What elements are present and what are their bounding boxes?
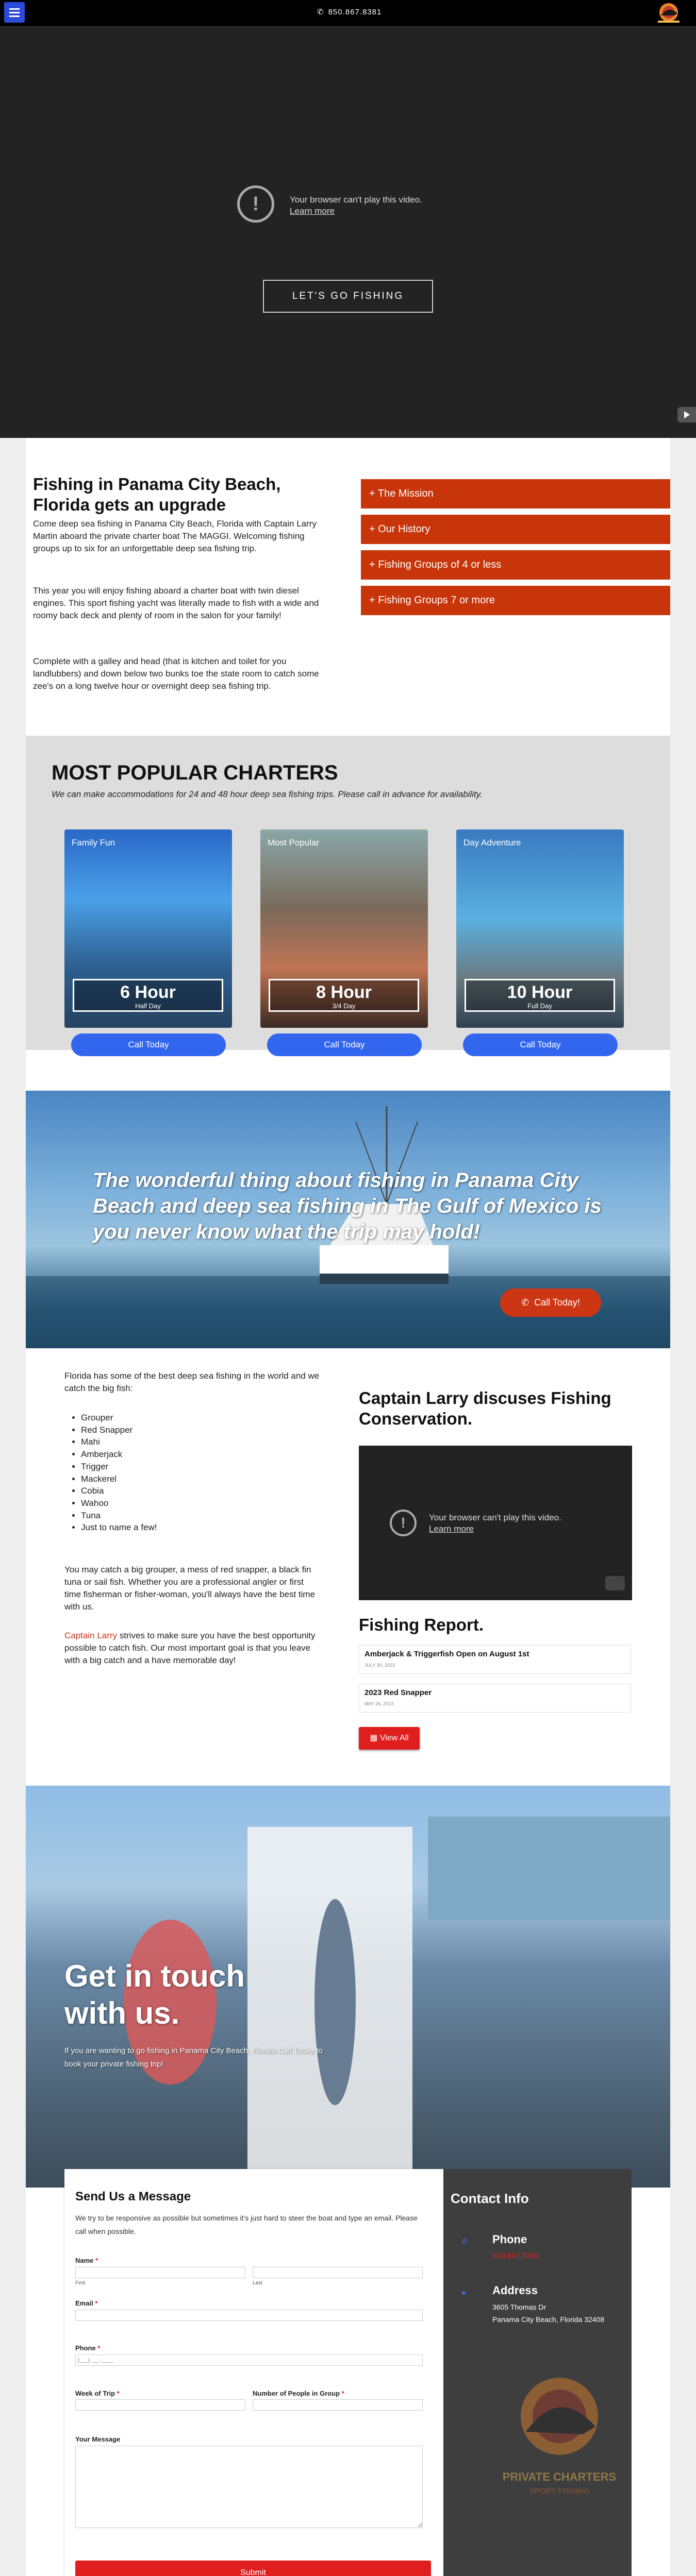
email-label <box>75 2299 97 2307</box>
contact-address-label: Address <box>492 2284 538 2297</box>
call-today-button[interactable]: Call Today <box>71 1033 226 1056</box>
fishing-report-title: Fishing Report. <box>359 1615 484 1634</box>
conservation-title: Captain Larry discuses Fishing Conservation. <box>359 1388 611 1428</box>
required-mark: * <box>117 2389 120 2397</box>
required-mark: * <box>95 2299 98 2307</box>
contact-info-title: Contact Info <box>451 2191 529 2206</box>
charter-tag: Day Adventure <box>463 838 521 848</box>
charter-duration-box <box>73 979 223 1012</box>
list-item: • Cobia <box>81 1485 322 1497</box>
call-today-button[interactable]: Call Today <box>463 1033 618 1056</box>
message-textarea[interactable] <box>75 2446 423 2528</box>
contact-address-line: Panama City Beach, Florida 32408 <box>492 2315 605 2324</box>
accordion-groups-large[interactable]: + Fishing Groups 7 or more <box>361 586 670 615</box>
list-item: • Amberjack <box>81 1448 322 1461</box>
accordion-mission[interactable]: + The Mission <box>361 479 670 509</box>
learn-more-link[interactable]: Learn more <box>290 206 335 216</box>
list-item: • Mackerel <box>81 1473 322 1485</box>
charter-day-label: Half Day <box>135 1002 161 1010</box>
info-icon: ! <box>237 185 274 223</box>
list-item: • Mahi <box>81 1436 322 1448</box>
required-mark: * <box>95 2257 98 2264</box>
submit-button[interactable]: Submit <box>75 2561 431 2576</box>
report-item-title: Amberjack & Triggerfish Open on August 1st <box>364 1650 529 1658</box>
people-in-group-field[interactable] <box>253 2399 423 2411</box>
first-name-input[interactable] <box>75 2267 245 2278</box>
intro-paragraph: Come deep sea fishing in Panama City Beach, Florida with Captain Larry Martin aboard the private charter boat The MAGGI. Welcoming fishing groups up to six for an unforgettable deep sea fishing trip. <box>33 519 317 553</box>
youtube-icon[interactable] <box>605 1576 625 1590</box>
charter-hours: 8 Hour <box>316 982 372 1002</box>
charter-card-10-hour[interactable] <box>456 829 624 1028</box>
list-item: • Tuna <box>81 1510 322 1522</box>
grid-icon: ▦ <box>370 1734 378 1742</box>
contact-phone-label: Phone <box>492 2233 527 2246</box>
get-in-touch-title: Get in touch with us. <box>64 1959 245 2030</box>
popular-charters-subtitle: We can make accommodations for 24 and 48 hour deep sea fishing trips. Please call in advance for availability. <box>52 789 483 799</box>
name-label-text: Name <box>75 2257 94 2264</box>
phone-icon: ✆ <box>461 2238 468 2246</box>
charter-card-8-hour[interactable] <box>260 829 428 1028</box>
menu-button[interactable] <box>4 2 25 23</box>
charter-day-label: 3/4 Day <box>332 1002 356 1010</box>
intro-paragraph: This year you will enjoy fishing aboard a charter boat with twin diesel engines. This sport fishing yacht was literally made to fish with a wide and roomy back deck and plenty of room in the salon for your family! <box>33 586 319 620</box>
week-of-trip-field[interactable] <box>75 2399 245 2411</box>
banner-call-button[interactable] <box>500 1289 601 1317</box>
hero-video-message <box>237 185 464 237</box>
report-item-date: MAY 26, 2023 <box>364 1701 394 1706</box>
first-label: First <box>75 2280 86 2286</box>
email-label-text: Email <box>75 2299 93 2307</box>
contact-logo-subtext: SPORT FISHING <box>529 2487 590 2496</box>
intro-paragraph: Complete with a galley and head (that is kitchen and toilet for you landlubbers) and down below two bunks toe the state room to catch some zee's on a long twelve hour or overnight deep sea fishing trip. <box>33 656 319 691</box>
required-mark: * <box>341 2389 344 2397</box>
fishing-paragraph: You may catch a big grouper, a mess of red snapper, a black fin tuna or sail fish. Whether you are a professional angler or first time fisherman or fisher-woman, you'll always have the best time with us. <box>64 1565 316 1612</box>
conservation-video[interactable] <box>359 1446 632 1600</box>
charter-card-6-hour[interactable] <box>64 829 232 1028</box>
charter-tag: Family Fun <box>72 838 115 848</box>
contact-phone-link[interactable]: 850.867.8381 <box>492 2251 540 2260</box>
list-item: • Just to name a few! <box>81 1521 322 1534</box>
phone-field[interactable] <box>75 2354 423 2366</box>
banner-quote: The wonderful thing about fishing in Panama City Beach and deep sea fishing in The Gulf of Mexico is you never know what the trip may hold! <box>93 1169 602 1243</box>
report-item[interactable] <box>359 1645 631 1674</box>
top-phone-number: 850.867.8381 <box>328 8 382 16</box>
map-marker-icon: ● <box>461 2289 467 2297</box>
charter-tag: Most Popular <box>268 838 320 848</box>
message-label: Your Message <box>75 2435 121 2443</box>
last-label: Last <box>253 2280 262 2286</box>
contact-logo-text: PRIVATE CHARTERS <box>502 2470 617 2483</box>
phone-label <box>75 2344 100 2352</box>
youtube-icon[interactable] <box>677 407 696 422</box>
phone-label-text: Phone <box>75 2344 96 2352</box>
fishing-paragraph <box>64 1630 322 1667</box>
call-today-button[interactable]: Call Today <box>267 1033 422 1056</box>
form-description: We try to be responsive as possible but sometimes it's just hard to steer the boat and type an email. Please call when possible. <box>75 2214 418 2235</box>
list-item: • Red Snapper <box>81 1424 322 1436</box>
get-in-touch-subtitle: If you are wanting to go fishing in Panama City Beach, Florida Call Today to book your private fishing trip! <box>64 2046 323 2069</box>
contact-logo <box>495 2365 624 2504</box>
phone-icon: ✆ <box>317 8 324 16</box>
view-all-label: View All <box>379 1734 409 1742</box>
charter-duration-box <box>465 979 615 1012</box>
email-field[interactable] <box>75 2310 423 2321</box>
popular-charters-title: MOST POPULAR CHARTERS <box>52 761 338 784</box>
phone-icon: ✆ <box>521 1297 529 1308</box>
accordion-history[interactable]: + Our History <box>361 515 670 544</box>
top-phone-link[interactable] <box>317 7 382 16</box>
info-icon: ! <box>390 1510 417 1536</box>
report-item-title: 2023 Red Snapper <box>364 1688 432 1697</box>
learn-more-link[interactable]: Learn more <box>429 1524 474 1534</box>
last-name-input[interactable] <box>253 2267 423 2278</box>
fishing-paragraph-text: strives to make sure you have the best opportunity possible to catch fish. Our most important goal is that you leave with a big catch and a have memorable day! <box>64 1631 316 1665</box>
list-item: • Grouper <box>81 1412 322 1424</box>
people-label-text: Number of People in Group <box>253 2389 340 2397</box>
fishing-intro: Florida has some of the best deep sea fishing in the world and we catch the big fish: <box>64 1371 320 1393</box>
charter-day-label: Full Day <box>527 1002 552 1010</box>
hamburger-icon <box>4 2 25 17</box>
species-list <box>64 1412 322 1534</box>
site-logo-top[interactable] <box>651 0 687 26</box>
charter-hours: 6 Hour <box>120 982 176 1002</box>
report-item-date: JULY 30, 2023 <box>364 1663 395 1668</box>
view-all-button[interactable] <box>359 1727 420 1750</box>
report-item[interactable] <box>359 1684 631 1713</box>
week-label-text: Week of Trip <box>75 2389 115 2397</box>
charter-hours: 10 Hour <box>507 982 573 1002</box>
required-mark: * <box>97 2344 101 2352</box>
accordion-groups-small[interactable]: + Fishing Groups of 4 or less <box>361 550 670 580</box>
banner-call-label: Call Today! <box>534 1297 580 1308</box>
week-label <box>75 2389 120 2397</box>
form-title: Send Us a Message <box>75 2190 191 2204</box>
charter-duration-box <box>269 979 419 1012</box>
captain-larry-link[interactable]: Captain Larry <box>64 1631 118 1640</box>
video-unsupported-text: Your browser can't play this video. <box>290 195 422 205</box>
list-item: • Trigger <box>81 1461 322 1473</box>
video-unsupported-text: Your browser can't play this video. <box>429 1513 561 1522</box>
name-label <box>75 2257 98 2264</box>
lets-go-fishing-button[interactable]: LET'S GO FISHING <box>263 280 433 313</box>
people-label <box>253 2389 344 2397</box>
contact-address-line: 3605 Thomas Dr <box>492 2303 546 2311</box>
list-item: • Wahoo <box>81 1497 322 1510</box>
intro-title: Fishing in Panama City Beach, Florida gets an upgrade <box>33 474 281 514</box>
